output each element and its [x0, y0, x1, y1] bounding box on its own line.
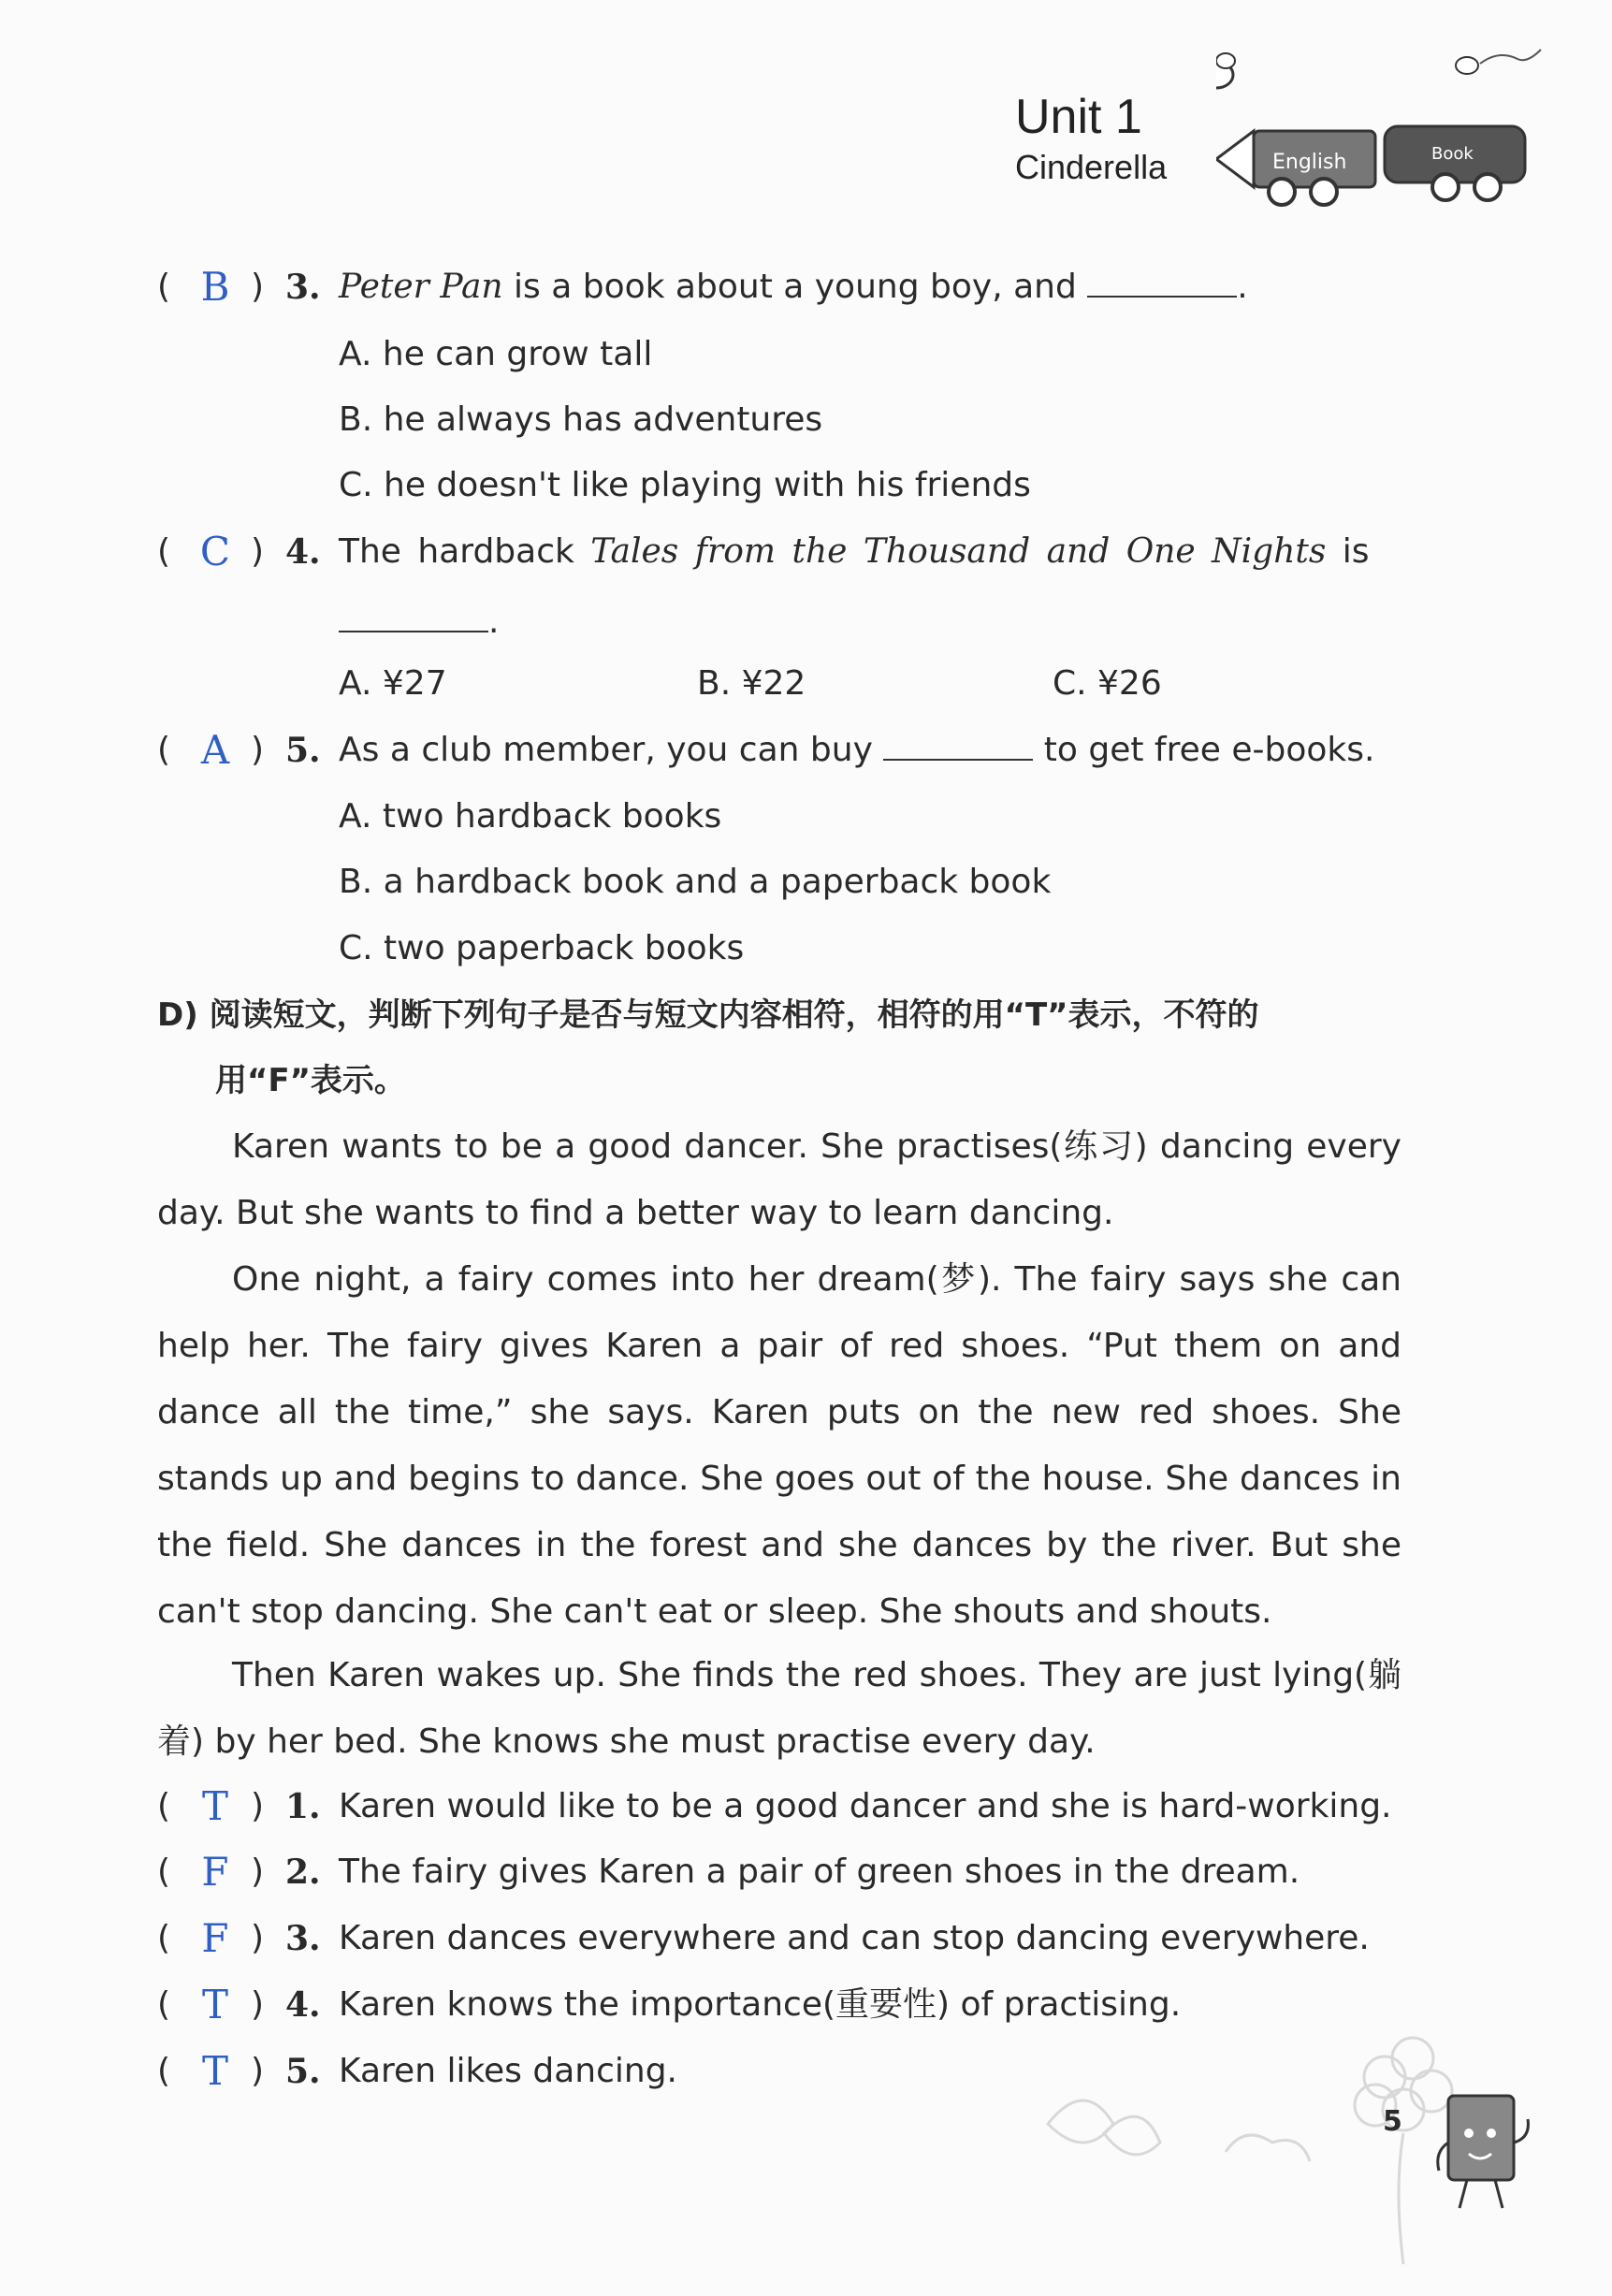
- stem-text: is a book about a young boy, and: [502, 268, 1088, 306]
- question-number: 4.: [285, 532, 321, 572]
- paren-close: ): [251, 532, 265, 571]
- pencil-icon: [1216, 131, 1375, 187]
- statement-text: Karen knows the importance(重要性) of practising.: [339, 1985, 1182, 2024]
- paren-close: ): [251, 268, 265, 306]
- option-a: A. ¥27: [339, 664, 447, 703]
- statement-text: The fairy gives Karen a pair of green shoes in the dream.: [339, 1853, 1300, 1891]
- paren-open: (: [157, 1919, 171, 1957]
- stem-text: The hardback: [339, 532, 591, 571]
- answer-blank: [339, 599, 488, 632]
- stem-text: As a club member, you can buy: [339, 731, 884, 769]
- answer-blank: [1087, 264, 1237, 298]
- unit-title: Unit 1: [1015, 90, 1142, 144]
- book-title: Tales from the Thousand and One Nights: [590, 532, 1327, 571]
- answer-mark: F: [201, 1915, 229, 1961]
- statement-text: Karen dances everywhere and can stop dancing everywhere.: [339, 1919, 1370, 1957]
- option-text: A. he can grow tall: [339, 335, 653, 373]
- question-number: 3.: [285, 1919, 321, 1958]
- question-number: 3.: [285, 268, 321, 307]
- book-icon: [1385, 126, 1525, 182]
- answer-mark: B: [200, 264, 230, 310]
- section-heading-line2: 用“F”表示。: [215, 1062, 406, 1099]
- book-character-icon: [1431, 2086, 1534, 2227]
- question-stem: [339, 727, 1374, 774]
- question-number: 5.: [285, 731, 321, 770]
- paren-close: ): [251, 1985, 265, 2024]
- book-label: Book: [1431, 144, 1474, 164]
- question-stem: [339, 529, 1370, 575]
- page-number: 5: [1383, 2105, 1402, 2138]
- paren-open: (: [157, 1787, 171, 1825]
- paren-open: (: [157, 532, 171, 571]
- paren-open: (: [157, 1853, 171, 1891]
- paren-close: ): [251, 731, 265, 769]
- paren-close: ): [251, 1919, 265, 1957]
- paragraph-text: One night, a fairy comes into her dream(梦). The fairy says she can help her. The fairy gives Karen a pair of red shoes. “Put them on and dance all the time,” she says. Karen puts on the new red shoes. She stands up and begins to dance. She goes out of the house. She dances in the field. She dances in the forest and she dances by the river. But she can't stop dancing. She can't eat or sleep. She shouts and shouts.: [157, 1260, 1401, 1631]
- question-number: 4.: [285, 1985, 321, 2025]
- answer-mark: T: [201, 1982, 228, 2027]
- pencil-car-illustration: [1216, 28, 1590, 215]
- answer-blank: [883, 727, 1033, 761]
- answer-mark: T: [201, 2048, 228, 2094]
- paragraph-text: Karen wants to be a good dancer. She practises(练习) dancing every day. But she wants to find a better way to learn dancing.: [157, 1127, 1401, 1232]
- book-title: Peter Pan: [339, 268, 503, 306]
- question-number: 2.: [285, 1853, 321, 1892]
- stem-text: is: [1326, 532, 1370, 571]
- small-bee-icon: [1456, 50, 1541, 74]
- passage-paragraph-2: [157, 1246, 1401, 1645]
- paren-open: (: [157, 268, 171, 306]
- option-text: B. a hardback book and a paperback book: [339, 863, 1052, 901]
- unit-subtitle: Cinderella: [1015, 148, 1168, 186]
- option-b: B. ¥22: [697, 664, 806, 703]
- option-text: C. he doesn't like playing with his friends: [339, 466, 1031, 504]
- answer-mark: T: [201, 1783, 228, 1829]
- paragraph-text: Then Karen wakes up. She finds the red shoes. They are just lying(躺着) by her bed. She knows she must practise every day.: [157, 1656, 1401, 1761]
- stem-text: to get free e-books.: [1033, 731, 1375, 769]
- bee-icon: [1216, 53, 1235, 88]
- question-number: 1.: [285, 1787, 321, 1826]
- statement-text: Karen likes dancing.: [339, 2052, 678, 2090]
- paren-open: (: [157, 2052, 171, 2090]
- stem-end: .: [488, 603, 500, 641]
- paren-open: (: [157, 1985, 171, 2024]
- question-stem: [339, 264, 1248, 311]
- statement-text: Karen would like to be a good dancer and she is hard-working.: [339, 1787, 1392, 1825]
- question-number: 5.: [285, 2052, 321, 2091]
- option-text: A. two hardback books: [339, 797, 722, 836]
- paren-close: ): [251, 1787, 265, 1825]
- answer-mark: C: [199, 529, 231, 574]
- stem-end: .: [1237, 268, 1248, 306]
- answer-mark: F: [201, 1849, 229, 1895]
- option-text: C. two paperback books: [339, 929, 745, 967]
- paren-close: ): [251, 2052, 265, 2090]
- pencil-label: English: [1272, 151, 1347, 174]
- option-c: C. ¥26: [1053, 664, 1162, 703]
- answer-mark: A: [200, 727, 230, 773]
- passage-paragraph-3: [157, 1642, 1401, 1775]
- section-heading-line1: D) 阅读短文，判断下列句子是否与短文内容相符，相符的用“T”表示，不符的: [157, 996, 1259, 1034]
- answer-blank-wrapper: [339, 599, 499, 646]
- passage-paragraph-1: [157, 1113, 1401, 1246]
- option-text: B. he always has adventures: [339, 400, 823, 439]
- paren-close: ): [251, 1853, 265, 1891]
- paren-open: (: [157, 731, 171, 769]
